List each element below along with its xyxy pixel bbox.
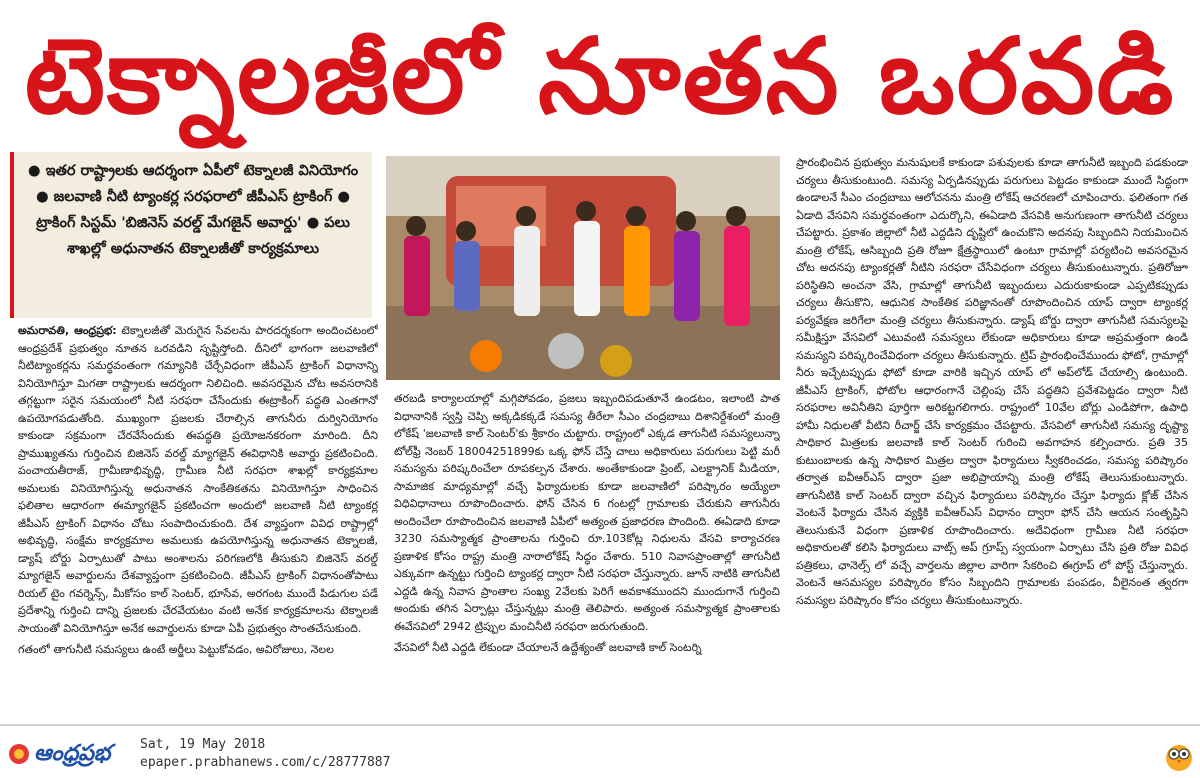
article-paragraph: తరబడి కార్యాలయాల్లో మగ్గిపోవడం, ప్రజలు ఇబ్బందిపడుతూనే ఉండటం, ఇలాంటి పాత విధానానికి స్వస్తి చెప్పి అక్కడికక్కడే సమస్య తీరేలా సీఎం చంద్రబాబు దిశానిర్దేశంలో మంత్రి లోకేష్ 'జలవాణి కాల్ సెంటర్'కు శ్రీకారం చుట్టారు. రాష్ట్రంలో ఎక్కడ తాగునీటి సమస్యలున్నా టోల్‌ఫ్రీ నెంబర్ 18004251899కు ఒక్క ఫోన్ చేస్తే చాలు అధికారులు పరుగులు పెట్టి మరీ సమస్యను పరిష్కరించేలా రూపకల్పన చేశారు. అంతేకాకుండా ప్రింట్, ఎలక్ట్రానిక్ మీడియా, సామాజిక మాధ్యమాల్లో వచ్చే ఫిర్యాదులకు కూడా జలవాణిలో పరిష్కారం అయ్యేలా విధివిధానాలు రూపొందించారు. ఫోన్ చేసిన 6 గంటల్లో గ్రామాలకు చేరుకుని తాగునీరు అందించేలా రూపొందించిన జలవాణి ఏపీలో అత్యంత ప్రజాధరణ పొందింది. ఈఏడాది కూడా 3230 సమస్యాత్మక ప్రాంతాలను గుర్తించి రూ.103కోట్ల నిధులను వేసవి కార్యాచరణ ప్రణాళిక కోసం రాష్ట్ర మంత్రి నారాలోకేష్ సిద్ధం చేశారు. 510 నివాసప్రాంతాల్లో తాగునీటి ఎక్కువగా ఉన్నట్టు గుర్తించి ట్యాంకర్ల ద్వారా నీటి సరఫరా చేస్తున్నారు. జూన్ నాటికి తాగునీటి ఎద్దడి ఉన్న నివాస ప్రాంతాల సంఖ్య 2వేలకు పెరిగే అవకాశముందని ముందుగానే గుర్తించి అందుకు తగిన ఏర్పాట్లు చేస్తున్నట్లు మంత్రి తెలిపారు. అత్యంత సమస్యాత్మక ప్రాంతాలకు ఈవేసవిలో 2942 ట్రిప్పుల మంచినీటి సరఫరా జరుగుతుంది.	[394, 392, 780, 633]
epaper-url[interactable]: epaper.prabhanews.com/c/28777887	[140, 755, 391, 770]
article-text: టెక్నాలజీతో మెరుగైన సేవలను పారదర్శకంగా అందించటంలో ఆంధ్రప్రదేశ్ ప్రభుత్వం నూతన ఒరవడిని సృష్టిస్తోంది. దీనిలో భాగంగా జలవాణిలో నీటిట్యాంకర్లను సమర్థవంతంగా గమ్యానికి చేర్చేవిధంగా జీపీఎస్ ట్రాకింగ్ విధానాన్ని వినియోగిస్తూ మిగతా రాష్ట్రాలకు ఆదర్శంగా నిలిచింది. అవసరమైన చోట అవసరానికి తగ్గట్టుగా సరైన సమయంలో నీటి సరఫరా చేసేందుకు ఈట్రాకింగ్ పద్ధతి ఎంతగానో ఉపయోగపడుతోంది. ముఖ్యంగా ప్రజలకు చేరాల్సిన తాగునీరు దుర్వినియోగం కాకుండా సక్రమంగా చేరవేసేందుకు ఈపద్ధతి ప్రయోజనకరంగా మారింది. దీని ప్రాముఖ్యతను గుర్తించిన బిజినెస్ వరల్డ్ మ్యాగజైన్ ఈవిధానికి అవార్డు ప్రకటించింది. పంచాయతీరాజ్, గ్రామీణాభివృద్ధి, గ్రామీణ నీటి సరఫరా శాఖల్లో కార్యక్రమాల అమలుకు వినియోగిస్తున్న అధునాతన సాంకేతికతను వినియోగిస్తూ సాధించిన ఫలితాల ఆధారంగా ఈమ్యాగజైన్ ప్రకటించగా అందులో జలవాణి నీటి ట్యాంకర్ల జీపీఎస్ ట్రాకింగ్ విధానం చోటు సంపాదించుకుంది. దేశ వ్యాప్తంగా వివిధ రాష్ట్రాల్లో అభివృద్ధి, సంక్షేమ కార్యక్రమాల అమలుకు ఉపయోగిస్తున్న అధునాతన టెక్నాలజీ, డ్యాష్ బోర్డు ఏర్పాటుతో పాటు అంశాలను పరిగణలోకి తీసుకుని బిజినెస్ వరల్డ్ మ్యాగజైన్ అవార్డులను దేశవ్యాప్తంగా ప్రకటించింది. జీపీఎస్ ట్రాకింగ్ విధానంతోపాటు రియల్ టైం గవర్నెన్స్, మీకోసం కాల్ సెంటర్, భూసేవ, అరగంట ముందే పిడుగుల పడే ప్రదేశాన్ని గుర్తించి దాన్ని ప్రజలకు చేరవేయటం వంటి అనేక కార్యక్రమాలను టెక్నాలజీ సాయంతో వినియోగిస్తూ అనేక అవార్డులను కూడా ఏపీ ప్రభుత్వం సొంతచేసుకుంది.	[18, 324, 378, 635]
headline: టెక్నాలజీలో నూతన ఒరవడి	[24, 15, 1176, 137]
article-paragraph	[18, 322, 378, 637]
owl-icon	[1164, 738, 1194, 772]
article-column-3	[796, 154, 1188, 720]
article-paragraph: వేసవిలో నీటి ఎద్దడి లేకుండా చేయాలనే ఉద్దేశ్యంతో జలవాణి కాల్ సెంటర్ని	[394, 641, 702, 654]
footer-meta	[140, 736, 390, 772]
footer-divider	[0, 724, 1200, 726]
article-column-1	[18, 322, 378, 714]
edition-date: Sat, 19 May 2018	[140, 737, 266, 752]
highlights-box: ● ఇతర రాష్ట్రాలకు ఆదర్శంగా ఏపీలో టెక్నాలజీ వినియోగం ● జలవాణి నీటి ట్యాంకర్ల సరఫరాలో జీపీఎస్ ట్రాకింగ్ ● ట్రాకింగ్ సిస్టమ్ 'బిజినెస్ వరల్డ్ మేగజైన్ అవార్డు' ● పలు శాఖల్లో అధునాతన టెక్నాలజీతో కార్యక్రమాలు	[10, 152, 372, 318]
news-photo	[386, 156, 780, 380]
dateline: అమరావతి, ఆంధ్రప్రభ:	[18, 324, 117, 337]
article-paragraph: గతంలో తాగునీటి సమస్యలు ఉంటే అర్జీలు పెట్టుకోవడం, అవిరోజులు, నెలల	[18, 643, 334, 656]
newspaper-logo[interactable]	[6, 732, 128, 776]
article-column-2	[394, 390, 780, 720]
logo-text: ఆంధ్రప్రభ	[34, 741, 111, 766]
logo-sun-icon	[6, 732, 32, 776]
article-paragraph: ప్రారంభించిన ప్రభుత్వం మనుషులకే కాకుండా పశువులకు కూడా తాగునీటి ఇబ్బంది పడకుండా చర్యలు తీసుకుంటుంది. సమస్య ఏర్పడినప్పుడు పరుగులు పెట్టడం కాకుండా ముందే సిద్ధంగా ఉండాలనే సీఎం చంద్రబాబు ఆలోచనను మంత్రి లోకేష్ ఆచరణలో చూపించారు. ఫలితంగా గత ఏడాది వేసవిని సమర్థవంతంగా ఎదుర్కొని, ఈఏడాది వేసవికి అనుగుణంగా తాగునీటి చర్యలు చేపట్టారు. ప్రకాశం జిల్లాలో నీటి ఎద్దడిని దృష్టిలో ఉంచుకొని అదనపు సిబ్బందిని నియమించిన మంత్రి లోకేష్, ఆసిబ్బంది ప్రతి రోజూ క్షేత్రస్థాయిలో ఉంటూ గ్రామాల్లో పర్యటించి అవసరమైన చోట అదనపు ట్యాంకర్లతో నీటిని సరఫరా చేసేవిధంగా చర్యలు తీసుకుంటున్నారు. ప్రతిరోజూ పరిస్థితిని అంచనా వేసి, గ్రామాల్లో తాగునీటి ఇబ్బందులు ఎదురుకాకుండా ఎప్పటికప్పుడు చర్యలు తీసుకొని, ఆధునిక సాంకేతిక పరిజ్ఞానంతో రూపొందించిన యాప్ ద్వారా ట్యాంకర్ల పర్యవేక్షణ జరిగేలా మంత్రి చర్యలు తీసుకున్నారు. డ్యాష్ బోర్డు ద్వారా తాగునీటి సమస్యలపై సమీక్షిస్తూ వేసవిలో ఎటువంటి సమస్యలు లేకుండా అధికారులు కూడా అప్రమత్తంగా ఉండి సమస్యని పరిష్కరించేవిధంగా చర్యలు తీసుకున్నారు. ట్రిప్ ప్రారంభించేముందు ఫోటో, గ్రామాల్లో నీరు ఇచ్చేటప్పుడు ఫోటో కూడా వారికి ఇచ్చిన యాప్ లో అప్‌లోడ్ చేయాల్సి ఉంటుంది. జీపీఎస్ ట్రాకింగ్, ఫోటోల ఆధారంగానే చెల్లింపు చేసే పద్ధతిని ప్రవేశపెట్టడం ద్వారా నీటి సరఫరాల అవినీతిని పూర్తిగా అరికట్టగలిగారు. రాష్ట్రంలో 10వేల బోర్లు ఎండిపోగా, ఉపాధి హామీ నిధులతో వీటిని రీచార్జ్ చేసే కార్యక్రమం చేపట్టారు. వేసవిలో తాగునీటి సమస్య దృష్ట్యా సాధికార మిత్రలకు జలవాణి కాల్ సెంటర్ గురించి అవగాహన కల్పించారు. ప్రతి 35 కుటుంబాలకు ఉన్న సాధికార మిత్రల ద్వారా ఫిర్యాదులు స్వీకరించడం, సమస్య పరిష్కారం తర్వాత ఐవీఆర్ఎస్ ద్వారా ప్రజా అభిప్రాయాన్ని మంత్రి లోకేష్ తెలుసుకుంటున్నారు. తాగునీటికి కాల్ సెంటర్ ద్వారా వచ్చిన ఫిర్యాదులు పరిష్కారం చేస్తూ ఫిర్యాదు క్లోజ్ చేసిన వెంటనే ఫిర్యాదు చేసిన వ్యక్తికి ఐవీఆర్ఎస్ విధానం ద్వారా ఫోన్ చేసి ఆయన సంతృప్తిని తెలుసుకునే విధంగా ప్రణాళిక రూపొందించారు. అదేవిధంగా గ్రామీణ నీటి సరఫరా అధికారులతో కలిసి ఫిర్యాదులు వాట్స్ అప్ గ్రూప్స్ స్వయంగా ఏర్పాటు చేసి ప్రతి రోజు వివిధ పత్రికలు, ఛానెల్స్ లో వచ్చే వార్తలను జిల్లాల వారిగా సేకరించి ఈగ్రూప్ లో పోస్ట్ చేస్తున్నారు. వెంటనే ఆసమస్యల పరిష్కారం కోసం సిబ్బందిని గ్రామాలకు పంపడం, వీలైనంత త్వరగా సమస్యల పరిష్కారం కోసం చర్యలు తీసుకుంటున్నారు.	[796, 156, 1188, 607]
